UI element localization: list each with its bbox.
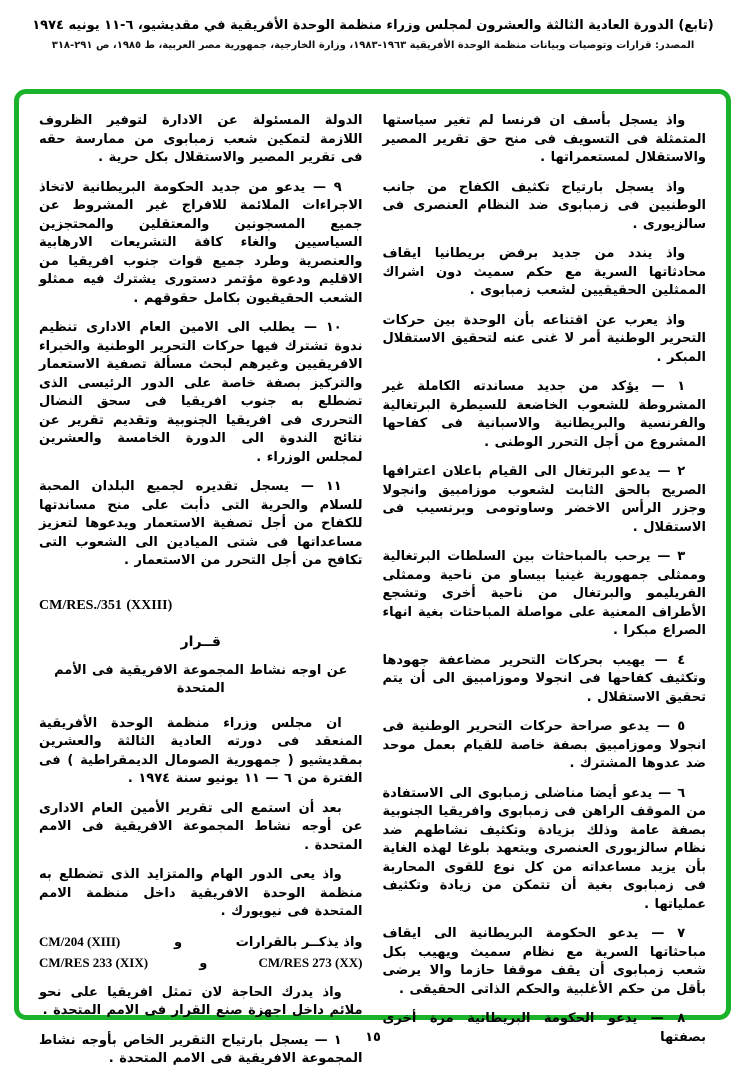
citation-line-1 <box>39 933 363 953</box>
preamble-report: بعد أن استمع الى تقرير الأمين العام الادارى عن أوجه نشاط المجموعة الافريقية فى الامم المتحدة . <box>39 800 363 853</box>
resolution-heading: قــرار <box>180 634 221 650</box>
resolution-clause-4: ٤ — يهيب بحركات التحرير مضاعفة جهودها وتكثيف كفاحها فى انجولا وموزامبيق الى أن يتم تحقيق الاستقلال . <box>382 652 706 705</box>
resolution-clause-7: ٧ — يدعو الحكومة البريطانية الى ايقاف مباحثاتها السرية مع نظام سميث ويهيب بكل شعب زمبابوى أن يقف موقفا حازما والا يرضى بأقل من حكم الأغلبية والحكم الذاتى الحقيقى . <box>382 926 706 997</box>
paragraph: واذ يندد من جديد برفض بريطانيا ايقاف محادثاتها السرية مع حكم سميث دون اشراك الممثلين الحقيقيين لشعب زمبابوى . <box>382 246 706 298</box>
session-title: (تابع) الدورة العادية الثالثة والعشرون لمجلس وزراء منظمة الوحدة الأفريقية في مقديشيو، ٦-١١ يونيه ١٩٧٤ <box>32 18 714 33</box>
citations-block <box>39 933 363 974</box>
resolution-clause-11: ١١ — يسجل تقديره لجميع البلدان المحبة للسلام والحرية التى دأبت على منح مساندتها للكفاح من أجل تصفية الاستعمار ويدعوها لتعزيز مساعداتها فى شتى الميادين الى الشعوب التى تكافح من أجل التحرر من الاستعمار . <box>39 479 363 568</box>
right-column <box>382 112 707 1045</box>
citation-ref-cmres273: CM/RES 273 (XX) <box>258 955 363 970</box>
page-header <box>0 16 746 51</box>
citation-intro: واذ يذكــر بالقرارات <box>235 934 363 950</box>
resolution-clause-8: ٨ — يدعو الحكومة البريطانية مرة أخرى بصفتها <box>382 1011 706 1045</box>
resolution-clause-un-1: ١ — يسجل بارتياح التقرير الخاص بأوجه نشاط المجموعة الافريقية فى الامم المتحدة . <box>39 1032 363 1066</box>
left-column <box>39 112 363 1066</box>
resolution-clause-2: ٢ — يدعو البرتغال الى القيام باعلان اعترافها الصريح بالحق الثابت لشعوب موزامبيق وانجولا وجزر الرأس الاخضر وساوتومى وبرنسيب فى الاستقلال . <box>382 464 706 535</box>
citation-conjunction: و <box>173 934 183 950</box>
source-citation: المصدر: قرارات وتوصيات وبيانات منظمة الوحدة الأفريقية ١٩٦٣-١٩٨٣، وزارة الخارجية، جمهورية مصر العربية، ط ١٩٨٥، ص ٢٩١-٣١٨ <box>51 39 695 51</box>
paragraph: واذ يسجل بارتياح تكثيف الكفاح من جانب الوطنيين فى زمبابوى ضد النظام العنصرى فى سالزيورى . <box>382 179 706 232</box>
citation-line-2 <box>39 954 363 974</box>
preamble-session: ان مجلس وزراء منظمة الوحدة الأفريقية المنعقد فى دورته العادية الثالثة والعشرين بمقديشيو ( جمهورية الصومال الديمقراطية ) فى الفترة من ٦ — ١١ يونيو سنة ١٩٧٤ . <box>39 715 363 786</box>
citation-conjunction: و <box>199 956 208 971</box>
resolution-clause-3: ٣ — يرحب بالمباحثات بين السلطات البرتغالية وممثلى جمهورية غينيا بيساو من ناحية وممثلى الفريليمو والبرتغال من ناحية أخرى وتشجع الأطراف المعنية على مواصلة المباحثات بغية انهاء الصراع مبكرا . <box>382 549 706 638</box>
resolution-clause-5: ٥ — يدعو صراحة حركات التحرير الوطنية فى انجولا وموزامبيق بصفة خاصة للقيام بعمل موحد ضد عدوها المشترك . <box>382 719 706 771</box>
resolution-clause-6: ٦ — يدعو أيضا مناضلى زمبابوى الى الاستفادة من الموقف الراهن فى زمبابوى وافريقيا الجنوبية بصفة عامة وذلك بزيادة وتكثيف نشاطهم ضد نظام سالزبورى العنصرى ويتعهد بلوغا لهذه الغاية بأن يزيد مساعداته من كل نوع للقوى المحاربة فى زمبابوى بغية أن تتمكن من زيادة وتكثيف عملياتها . <box>382 785 706 912</box>
resolution-subheading: عن اوجه نشاط المجموعة الافريقية فى الأمم المتحدة <box>54 662 348 696</box>
citation-ref-cm204: CM/204 (XIII) <box>39 933 121 949</box>
page-number: ١٥ <box>365 1030 381 1045</box>
paragraph: واذ يسجل بأسف ان فرنسا لم تغير سياستها المتمثلة فى التسويف فى منح حق تقرير المصير والاستقلال لمستعمراتها . <box>382 113 706 165</box>
citation-ref-cmres233: CM/RES 233 (XIX) <box>39 955 149 970</box>
preamble-need: واذ يدرك الحاجة لان تمثل افريقيا على نحو ملائم داخل اجهزة صنع القرار فى الامم المتحدة . <box>39 984 363 1018</box>
resolution-clause-1: ١ — يؤكد من جديد مساندته الكاملة غير المشروطة للشعوب الخاضعة للسيطرة البرتغالية والفرنسية والبريطانية والاسبانية فى كفاحها المشروع من أجل التحرر الوطنى . <box>382 379 706 450</box>
paragraph: واذ يعرب عن اقتناعه بأن الوحدة بين حركات التحرير الوطنية أمر لا غنى عنه لتحقيق الاستقلال المبكر . <box>382 312 706 365</box>
resolution-clause-9: ٩ — يدعو من جديد الحكومة البريطانية لاتخاذ الاجراءات الملائمة للافراج غير المشروط عن جميع المسجونين والمعتقلين والمحتجزين السياسيين والغاء كافة التشريعات الارهابية والعنصرية وطرد جميع قوات جنوب افريقيا من الاقليم ودعوة مؤتمر دستورى يشترك فيه ممثلو الشعب الحقيقيون بكامل حقوقهم . <box>39 179 363 306</box>
resolution-clause-10: ١٠ — يطلب الى الامين العام الادارى تنظيم ندوة تشترك فيها حركات التحرير الوطنية والخبراء الافريقيين وغيرهم لبحث مسألة تصفية الاستعمار والتركيز بصفة خاصة على الدور الرئيسى الذى تضطلع به جنوب افريقيا فى سحق النضال التحررى فى افريقيا الجنوبية وتقديم تقرير عن نتائج الندوة الى الدورة الخامسة والعشرين لمجلس الوزراء . <box>39 320 363 465</box>
resolution-reference: CM/RES./351 (XXIII) <box>39 597 173 613</box>
paragraph-continuation: الدولة المسئولة عن الادارة لتوفير الظروف اللازمة لتمكين شعب زمبابوى من ممارسة حقه فى تقرير المصير والاستقلال بكل حرية . <box>39 113 363 165</box>
preamble-role: واذ يعى الدور الهام والمتزايد الذى تضطلع به منظمة الوحدة الافريقية داخل منظمة الامم المتحدة فى نيويورك . <box>39 867 363 919</box>
